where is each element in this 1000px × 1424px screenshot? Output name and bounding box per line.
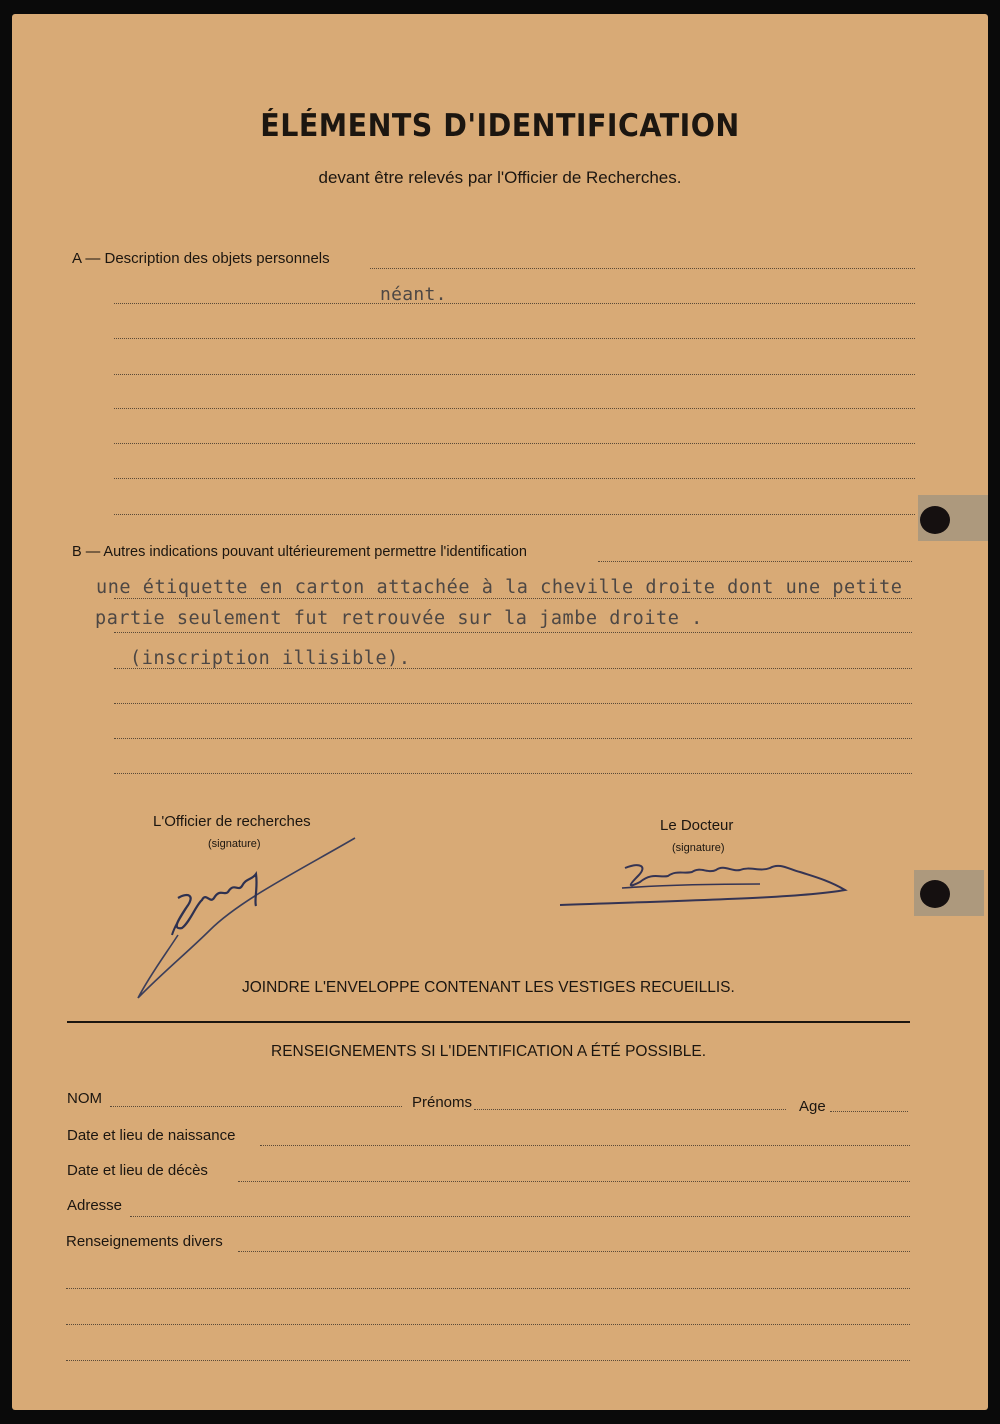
officer-signature-caption: (signature) xyxy=(208,838,261,850)
section-b-line-2: partie seulement fut retrouvée sur la jambe droite . xyxy=(95,608,703,629)
age-label: Age xyxy=(799,1098,826,1115)
dotted-line xyxy=(66,1360,910,1361)
dotted-line xyxy=(66,1288,910,1289)
section-a-entry: néant. xyxy=(380,284,447,305)
deces-field[interactable] xyxy=(238,1181,910,1182)
prenoms-label: Prénoms xyxy=(412,1094,473,1111)
age-field[interactable] xyxy=(830,1111,908,1112)
divider-rule xyxy=(67,1021,910,1023)
notice-envelope: JOINDRE L'ENVELOPPE CONTENANT LES VESTIGES RECUEILLIS. xyxy=(242,979,735,996)
adresse-label: Adresse xyxy=(67,1197,123,1214)
renseignements-heading: RENSEIGNEMENTS SI L'IDENTIFICATION A ÉTÉ POSSIBLE. xyxy=(271,1043,707,1060)
section-b-line-3: (inscription illisible). xyxy=(130,648,411,669)
prenoms-field[interactable] xyxy=(474,1109,786,1110)
page-subtitle: devant être relevés par l'Officier de Recherches. xyxy=(318,168,682,187)
naissance-label: Date et lieu de naissance xyxy=(67,1127,236,1144)
adresse-field[interactable] xyxy=(130,1216,910,1217)
nom-field[interactable] xyxy=(110,1106,402,1107)
doctor-signature-caption: (signature) xyxy=(672,842,725,854)
section-b-line-1: une étiquette en carton attachée à la cheville droite dont une petite xyxy=(96,577,903,598)
nom-label: NOM xyxy=(67,1090,102,1107)
section-a-label: A — Description des objets personnels xyxy=(72,250,330,267)
divers-label: Renseignements divers xyxy=(66,1233,223,1250)
page-title: ÉLÉMENTS D'IDENTIFICATION xyxy=(260,108,740,144)
doctor-label: Le Docteur xyxy=(660,817,734,834)
deces-label: Date et lieu de décès xyxy=(67,1162,208,1179)
officer-label: L'Officier de recherches xyxy=(153,813,311,830)
divers-field[interactable] xyxy=(238,1251,910,1252)
section-b-label: B — Autres indications pouvant ultérieurement permettre l'identification xyxy=(72,544,527,560)
naissance-field[interactable] xyxy=(260,1145,910,1146)
dotted-line xyxy=(66,1324,910,1325)
